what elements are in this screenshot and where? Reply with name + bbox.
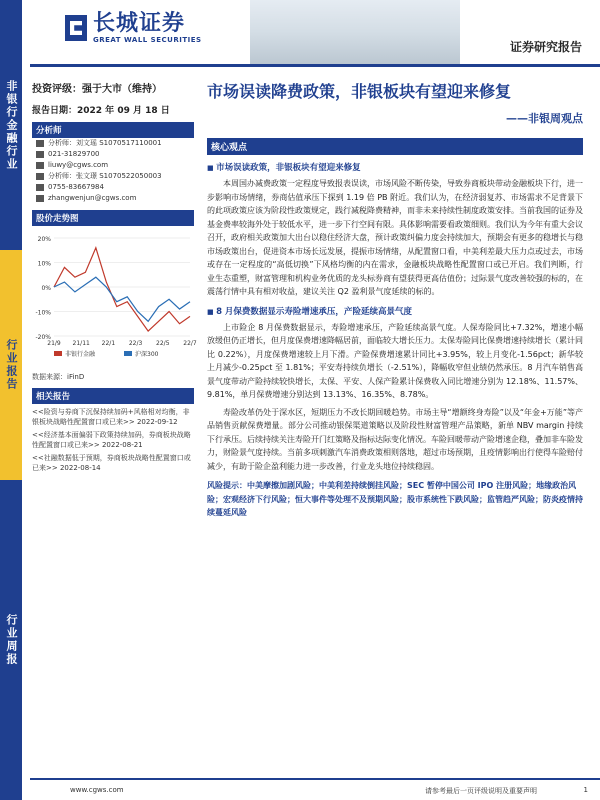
related-report-link[interactable]: <<经济基本面偏弱下政策持续加码，券商板块战略性配置窗口或已来>> 2022-08-21	[32, 431, 191, 449]
x-tick-label: 21/11	[72, 340, 90, 347]
y-tick-label: -20%	[35, 334, 51, 341]
analyst-line	[36, 138, 194, 149]
report-title: 市场误读降费政策，非银板块有望迎来修复	[207, 82, 512, 101]
chart-heading: 股价走势图	[32, 210, 194, 226]
logo-en: GREAT WALL SECURITIES	[93, 36, 202, 44]
email-icon	[36, 195, 44, 202]
bullet-heading-2: ■ 8 月保费数据显示寿险增速承压，产险延续高景气度	[207, 305, 583, 317]
related-heading: 相关报告	[32, 388, 194, 404]
phone-icon	[36, 184, 44, 191]
analyst-line	[36, 149, 194, 160]
footer-url[interactable]: www.cgws.com	[70, 786, 124, 794]
paragraph-3: 寿险改革仍处于深水区，短期压力不改长期回暖趋势。市场主导“增额终身寿险”以及“年金+万能”等产品销售贡献保费增量。部分公司推动银保渠道策略以及阶段性财富管理产品策略，新单 NBV margin 持续下行承压。后续持续关注寿险开门红策略及指标达际变化情况。车险回暖带动产险增速企稳，叠加非车险发力，财险景气度持续。当前多项刺激汽车消费政策相则落地，超过市场预期，且疫情影响出行使得车险赔付减少，有助于险企盈利能力进一步改善，行业龙头地位持续稳固。	[207, 407, 583, 471]
logo-cn: 长城证券	[93, 11, 186, 36]
analyst-text: 021-31829700	[48, 150, 100, 158]
sidebar-report-kind: 行业周报	[0, 480, 22, 800]
page-footer	[30, 778, 600, 800]
paragraph-1: 本周国办减费政策一定程度导致报表误读，市场风险不断传染，导致券商板块带动金融板块下行，进一步影响市场情绪，券商估值承压下探到 1.19 倍 PB 附近。我们认为，在经济弱复苏、市场需求不足背景下的此项政策应该为阶段性政策规定，践行减税降费精神，而非未来持续性制度政策安排。当前我国的证券及基金费率较海外处于较低水平，进一步下行空间有限。具体影响需要看政策细则。我们认为今年有重大会议召开，政府相关政策加大出台以稳住经济大盘，预计政策纠偏力度会持续加大，预期会有更多的稳增长与稳市场政策出台，促进资本市场长远发展，提振市场情绪，从配置窗口看，中美利差最大压力点或过去，市场或存在一定程度的“高低切换”下风格均衡的内在需求，金融板块战略性配置窗口或已开启。我们判断，行业生态重塑，财富管理和机构业务优质的龙头标券商有望获得更高估值份；过际景气度改善较强的标的，在震荡行情中具有相对收益，建议关注 Q2 盈利景气度延续的标的。	[207, 179, 583, 296]
analyst-line	[36, 160, 194, 171]
y-tick-label: 0%	[41, 285, 51, 292]
phone-icon	[36, 151, 44, 158]
x-tick-label: 22/1	[101, 340, 116, 347]
analyst-line	[36, 193, 194, 204]
company-logo	[65, 12, 202, 44]
analyst-text: liuwy@cgws.com	[48, 161, 109, 169]
risk-warning: 风险提示：中美摩擦加剧风险；中美利差持续倒挂风险；SEC 暂停中国公司 IPO 注册风险；地缘政治风险；宏观经济下行风险；恒大事件等处理不及预期风险；股市系统性下跌风险；监管趋严风险；防炎疫情持续蔓延风险	[207, 481, 583, 517]
paragraph-2: 上市险企 8 月保费数据显示，寿险增速承压，产险延续高景气度。人保寿险同比+7.32%，增速小幅放缓但仍正增长，但月度保费增速降幅居前，面临较大增长压力。太保寿险同比保费增速持续增长（累计同比 0.22%），月度保费增速较上月下滑。产险保费增速累计同比+3.95%，较上月变化-1.56pct；新华较上月减少-0.25pct 至 1.81%；平安寿持续负增长（-2.51%），降幅收窄但业绩仍然承压。8 月汽车销售高景气度带动产险持续较快增长，太保、平安、人保产险累计保费收入同比增速分别为 12.18%、11.57%、9.81%，单月保费增速分别达到 13.13%、16.35%、8.78%。	[207, 322, 583, 399]
sidebar-industry: 非银行金融行业	[0, 0, 22, 250]
side-tabs	[0, 0, 22, 800]
person-icon	[36, 140, 44, 147]
page-header	[0, 0, 600, 64]
key-points-heading: 核心观点	[207, 138, 583, 155]
main-column	[207, 80, 583, 520]
legend-swatch	[124, 351, 132, 356]
report-date: 报告日期：2022 年 09 月 18 日	[32, 106, 170, 116]
chart-source: 数据来源：iFinD	[32, 373, 85, 381]
legend-label: 非银行金融	[65, 351, 96, 358]
doc-type: 证券研究报告	[509, 40, 582, 54]
page-number: 1	[583, 786, 588, 794]
analyst-text: 分析师：刘文瑶 S1070517110001	[48, 139, 162, 147]
logo-mark-icon	[65, 15, 87, 41]
price-chart-svg	[32, 230, 197, 370]
analyst-line	[36, 182, 194, 193]
x-tick-label: 21/9	[47, 340, 61, 347]
analyst-list	[32, 138, 194, 204]
x-tick-label: 22/7	[183, 340, 197, 347]
y-tick-label: -10%	[35, 309, 51, 317]
related-list	[32, 407, 194, 473]
y-tick-label: 20%	[37, 236, 51, 243]
analyst-line	[36, 171, 194, 182]
left-column	[32, 80, 197, 473]
legend-label: 沪深300	[135, 351, 159, 358]
related-report-link[interactable]: <<社融数据低于预期，券商板块战略性配置窗口或已来>> 2022-08-14	[32, 454, 191, 472]
person-icon	[36, 173, 44, 180]
x-tick-label: 22/5	[156, 340, 170, 347]
x-tick-label: 22/3	[128, 340, 143, 347]
great-wall-banner-image	[250, 0, 460, 64]
analyst-text: 0755-83667984	[48, 183, 104, 191]
analysts-heading: 分析师	[32, 122, 194, 138]
analyst-text: 分析师：张文璟 S1070522050003	[48, 172, 162, 180]
related-report-link[interactable]: <<险资与券商下沉保持续加码+风格相对均衡，非银板块战略性配置窗口或已来>> 2022-09-12	[32, 408, 190, 426]
bullet-heading-1: ■ 市场误读政策，非银板块有望迎来修复	[207, 161, 583, 173]
email-icon	[36, 162, 44, 169]
analyst-text: zhangwenjun@cgws.com	[48, 194, 137, 202]
price-chart	[32, 230, 197, 370]
footer-note: 请参考最后一页评级说明及重要声明	[425, 787, 537, 795]
series-line-1	[54, 248, 190, 331]
legend-swatch	[54, 351, 62, 356]
investment-rating: 投资评级：强于大市（维持）	[32, 84, 162, 95]
report-subtitle: ——非银周观点	[506, 112, 583, 125]
sidebar-report-type: 行业报告	[0, 250, 22, 480]
header-rule	[30, 64, 600, 67]
series-line-2	[54, 277, 190, 321]
y-tick-label: 10%	[37, 260, 51, 268]
